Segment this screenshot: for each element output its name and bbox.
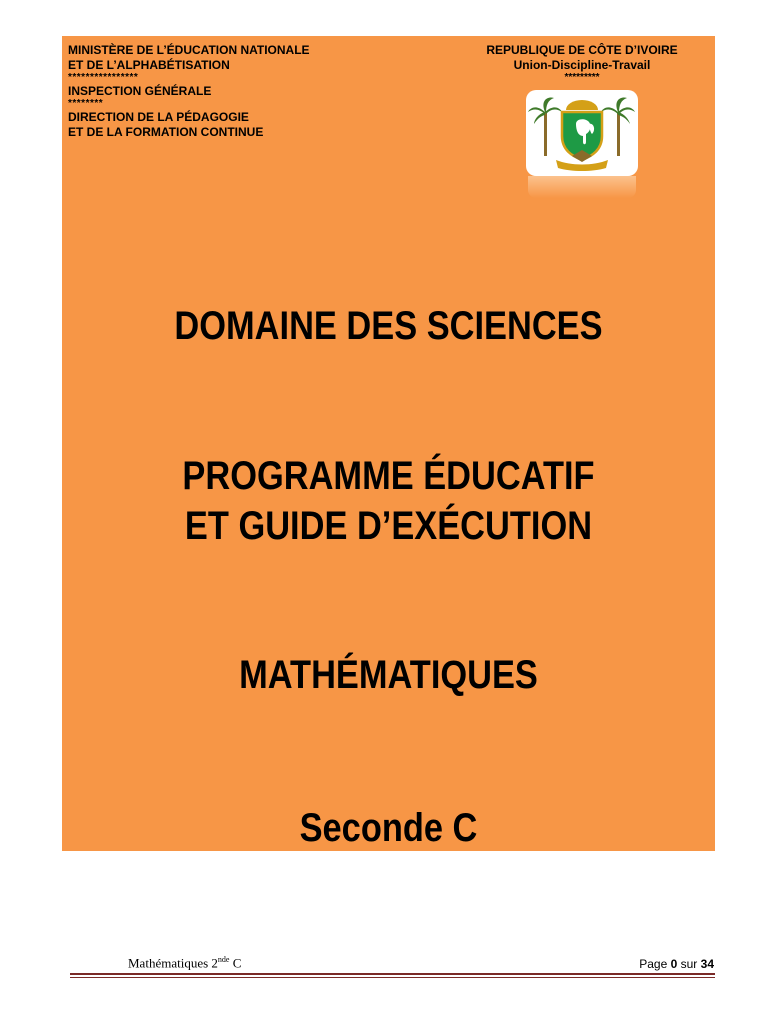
- page-of-label: sur: [677, 957, 701, 971]
- level-title: Seconde C: [299, 806, 478, 850]
- domain-title: DOMAINE DES SCIENCES: [174, 304, 603, 348]
- subject-title: MATHÉMATIQUES: [239, 653, 538, 697]
- footer-rule-thin: [70, 977, 715, 978]
- emblem-reflection: [528, 176, 636, 198]
- page-number: 0: [670, 957, 678, 971]
- republic-name: REPUBLIQUE DE CÔTE D’IVOIRE: [486, 43, 678, 57]
- footer-subject: [128, 955, 241, 971]
- program-title: [108, 451, 670, 551]
- footer-superscript: nde: [217, 955, 230, 964]
- footer-subject-text: Mathématiques 2: [128, 955, 218, 971]
- stars-divider: *********: [564, 72, 600, 83]
- stars-divider: ****************: [68, 72, 139, 83]
- cover-panel: [62, 36, 715, 851]
- stars-divider: ********: [68, 98, 104, 109]
- ministry-name-line2: ET DE L’ALPHABÉTISATION: [68, 58, 230, 72]
- program-title-line2: ET GUIDE D’EXÉCUTION: [184, 504, 593, 548]
- footer-class-suffix: C: [229, 955, 242, 971]
- page-label: Page: [639, 957, 671, 971]
- direction-line2: ET DE LA FORMATION CONTINUE: [68, 125, 264, 139]
- program-title-line1: PROGRAMME ÉDUCATIF: [182, 454, 595, 498]
- ministry-header: [68, 43, 310, 140]
- ministry-name-line1: MINISTÈRE DE L’ÉDUCATION NATIONALE: [68, 43, 310, 57]
- republic-header: [462, 43, 702, 82]
- footer-rule-thick: [70, 973, 715, 975]
- cote-divoire-coat-of-arms-icon: [526, 90, 638, 176]
- page-counter: [639, 957, 714, 971]
- national-motto: Union-Discipline-Travail: [513, 58, 651, 72]
- inspection-label: INSPECTION GÉNÉRALE: [68, 84, 212, 98]
- direction-line1: DIRECTION DE LA PÉDAGOGIE: [68, 110, 249, 124]
- page-total: 34: [700, 957, 714, 971]
